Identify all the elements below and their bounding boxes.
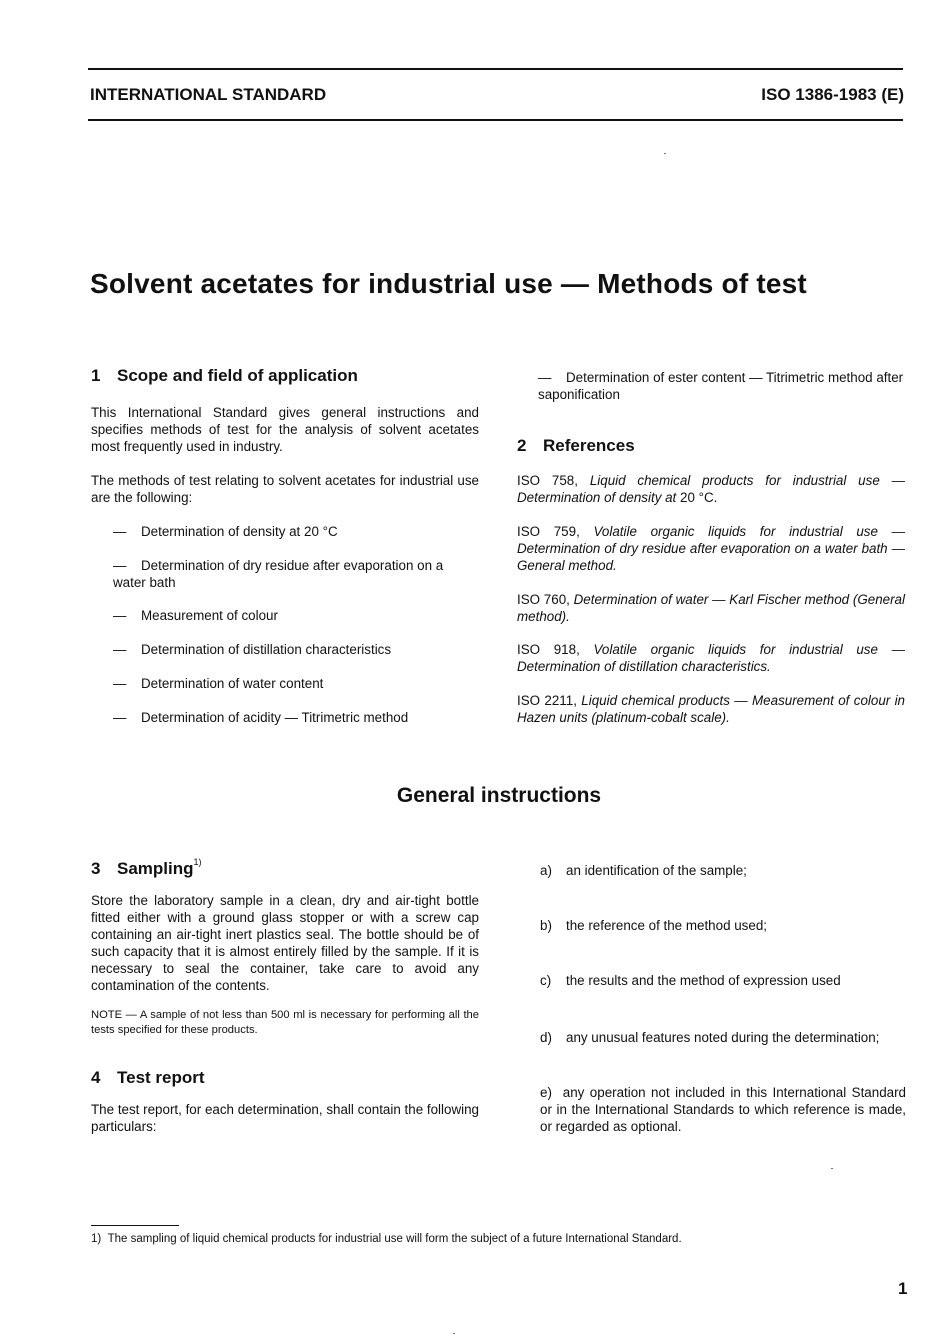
reference-item [517, 591, 905, 625]
footnote-mark: 1) [91, 1233, 102, 1245]
section-2-title: References [543, 436, 635, 455]
reference-item [517, 472, 905, 506]
reference-code: ISO 918, [517, 642, 580, 657]
section-3-heading [91, 859, 479, 879]
list-item-text: Measurement of colour [141, 608, 278, 623]
list-item-text: the reference of the method used; [566, 918, 767, 933]
section-1-title: Scope and field of application [117, 366, 358, 385]
footnote [91, 1233, 682, 1245]
reference-title: Determination of water — Karl Fischer method (General method). [517, 592, 905, 624]
reference-code: ISO 759, [517, 524, 580, 539]
list-dash: — [113, 524, 127, 539]
section-2-number: 2 [517, 436, 527, 455]
list-item-text: any unusual features noted during the determination; [566, 1030, 880, 1045]
reference-title: Liquid chemical products for industrial use — Determination of density at [517, 473, 905, 505]
list-item [540, 972, 906, 989]
list-item-label: c) [540, 973, 552, 988]
reference-item [517, 692, 905, 726]
list-item-text: Determination of acidity — Titrimetric method [141, 710, 409, 725]
list-item-text: Determination of dry residue after evaporation on a water bath [113, 558, 444, 590]
section-1-paragraph-1: This International Standard gives general instructions and specifies methods of test for the analysis of solvent acetates most frequently used in industry. [91, 405, 479, 454]
list-item [113, 557, 479, 591]
section-4-paragraph: The test report, for each determination, shall contain the following particulars: [91, 1102, 479, 1134]
section-3-title: Sampling [117, 859, 194, 878]
reference-code: ISO 758, [517, 473, 578, 488]
list-item [540, 862, 906, 879]
list-dash: — [113, 558, 127, 573]
list-item-text: Determination of density at 20 °C [141, 524, 338, 539]
section-3-note: NOTE — A sample of not less than 500 ml is necessary for performing all the tests specified for these products. [91, 1009, 479, 1036]
list-item [113, 523, 479, 540]
list-item-text: any operation not included in this International Standard or in the International Standards to which reference is made, or regarded as optional. [540, 1085, 906, 1134]
list-dash: — [113, 676, 127, 691]
reference-title: Liquid chemical products — Measurement of colour in Hazen units (platinum-cobalt scale). [517, 693, 905, 725]
section-1-number: 1 [91, 366, 101, 385]
list-item-text: Determination of ester content — Titrimetric method after saponification [538, 370, 904, 402]
list-item-label: a) [540, 863, 552, 878]
list-item [113, 709, 479, 726]
header-top-rule [88, 68, 903, 70]
footnote-text: The sampling of liquid chemical products for industrial use will form the subject of a future International Standard. [107, 1233, 682, 1245]
footnote-rule [91, 1225, 179, 1226]
list-item [113, 641, 479, 658]
list-dash: — [113, 608, 127, 623]
section-4-heading [91, 1068, 479, 1088]
reference-code: ISO 760, [517, 592, 570, 607]
list-dash: — [113, 710, 127, 725]
scan-speck [453, 1333, 455, 1334]
scan-speck [831, 1168, 833, 1169]
section-4-title: Test report [117, 1068, 205, 1087]
footnote-reference: 1) [193, 857, 202, 867]
section-2-heading [517, 436, 905, 456]
document-title: Solvent acetates for industrial use — Methods of test [90, 268, 807, 299]
list-item [113, 675, 479, 692]
header-standard-number: ISO 1386-1983 (E) [761, 85, 904, 104]
reference-code: ISO 2211, [517, 693, 577, 708]
reference-title: Volatile organic liquids for industrial use — Determination of dry residue after evaporation on a water bath — General method. [517, 524, 905, 573]
list-item-label: d) [540, 1030, 552, 1045]
reference-item [517, 641, 905, 675]
list-dash: — [538, 370, 552, 385]
header-bottom-rule [88, 119, 903, 121]
list-item-label: e) [540, 1085, 552, 1100]
list-item-text: the results and the method of expression used [566, 973, 841, 988]
list-item [538, 369, 904, 403]
list-item-text: an identification of the sample; [566, 863, 747, 878]
header-document-type: INTERNATIONAL STANDARD [90, 85, 327, 104]
list-item [540, 917, 906, 934]
section-4-number: 4 [91, 1068, 101, 1087]
list-item [113, 607, 479, 624]
section-3-number: 3 [91, 859, 101, 878]
list-item [540, 1029, 906, 1046]
scan-speck [664, 153, 666, 154]
page-number: 1 [898, 1279, 908, 1298]
general-instructions-heading: General instructions [396, 784, 602, 807]
list-item-text: Determination of water content [141, 676, 324, 691]
list-item [540, 1084, 906, 1135]
section-1-paragraph-2: The methods of test relating to solvent acetates for industrial use are the following: [91, 473, 479, 505]
list-item-text: Determination of distillation characteristics [141, 642, 392, 657]
list-dash: — [113, 642, 127, 657]
reference-item [517, 523, 905, 574]
section-1-heading [91, 366, 479, 386]
reference-title: Volatile organic liquids for industrial use — Determination of distillation characteristics. [517, 642, 905, 674]
list-item-label: b) [540, 918, 552, 933]
reference-tail: 20 °C. [680, 490, 718, 505]
section-3-paragraph: Store the laboratory sample in a clean, dry and air-tight bottle fitted either with a ground glass stopper or with a screw cap containing an air-tight inert plastics seal. The bottle should be of such capacity that it is almost entirely filled by the sample. If it is necessary to seal the container, take care to avoid any contamination of the contents. [91, 893, 479, 993]
